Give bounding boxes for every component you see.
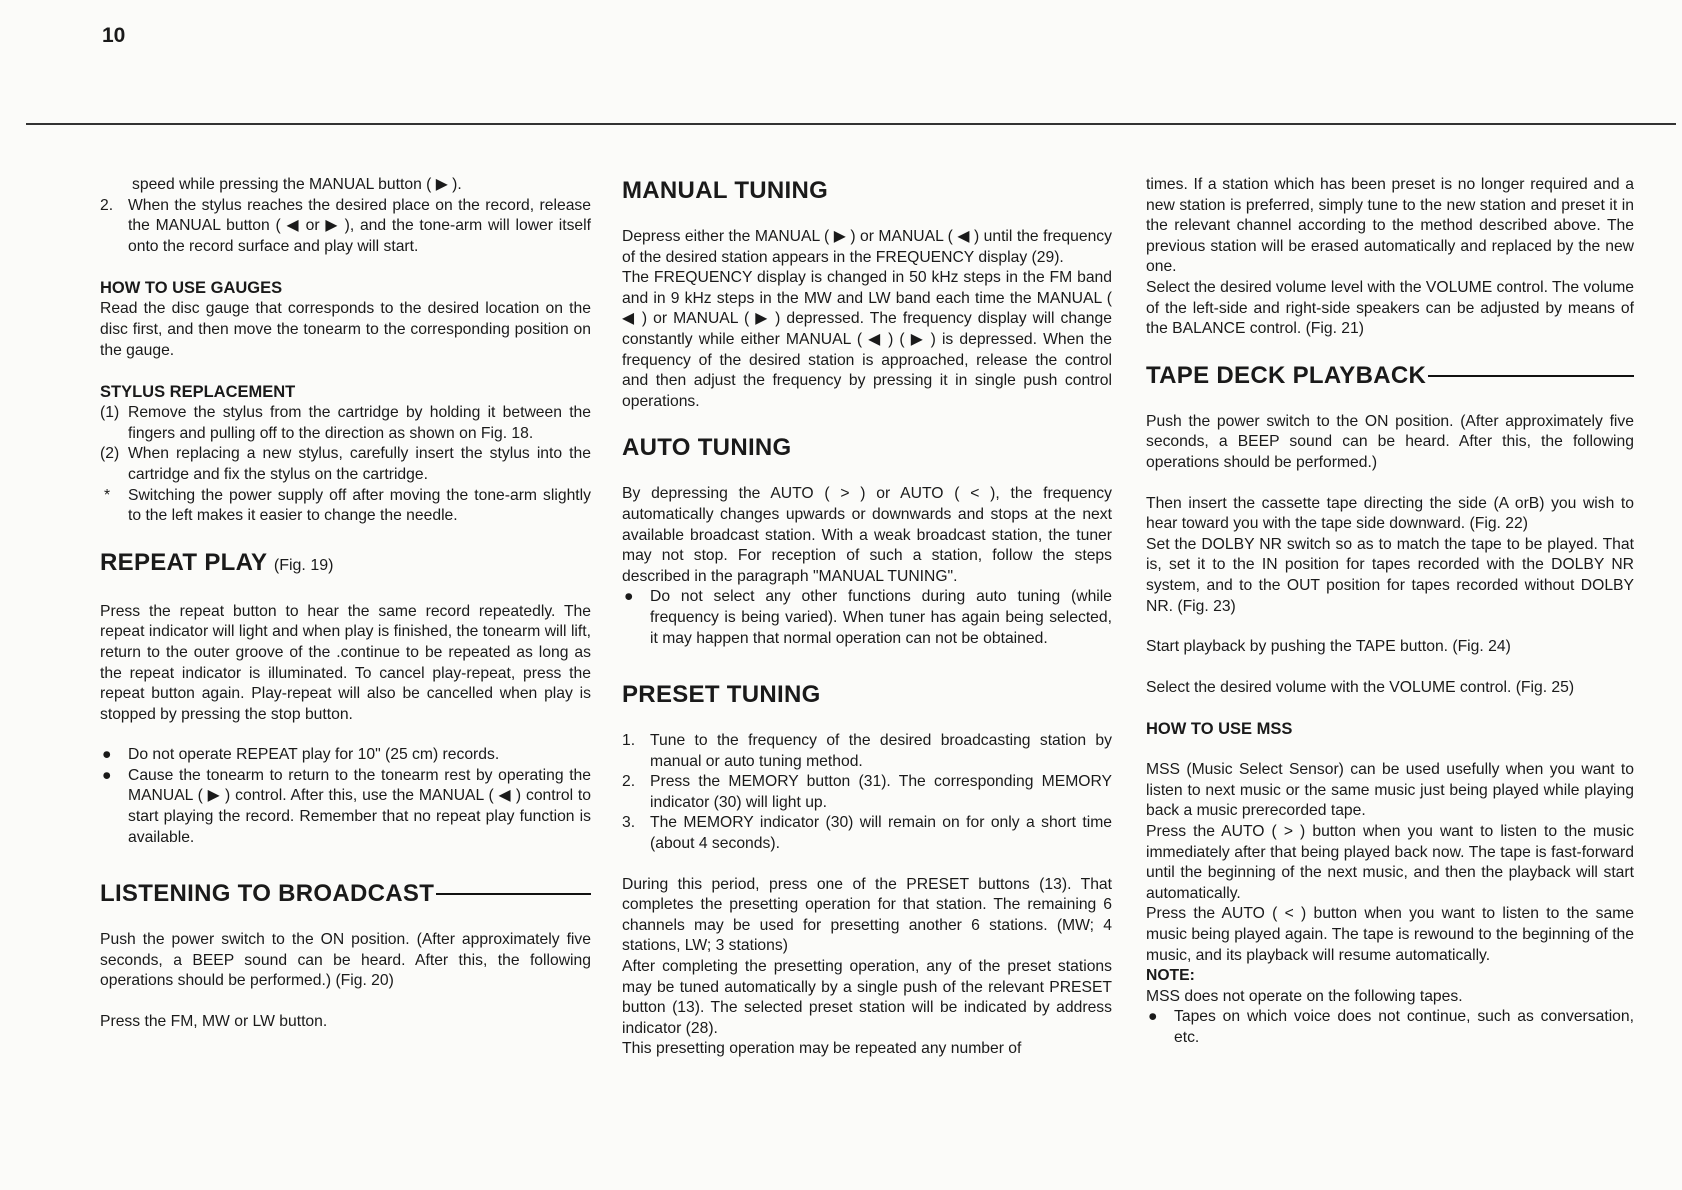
- list-marker: (2): [100, 445, 120, 463]
- list-item: [100, 486, 591, 527]
- list-marker: *: [104, 486, 111, 504]
- broadcast-title: LISTENING TO BROADCAST: [100, 880, 435, 908]
- note-bullets: [1146, 1007, 1634, 1048]
- tape-text-2: Then insert the cassette tape directing the side (A orB) you wish to hear toward you with the tape side downward. (Fig. 22): [1146, 494, 1634, 533]
- bullet-text: Do not operate REPEAT play for 10" (25 cm) records.: [128, 746, 500, 764]
- manual-tuning-heading: MANUAL TUNING: [622, 177, 829, 204]
- gauges-heading: HOW TO USE GAUGES: [100, 279, 283, 298]
- bullet-icon: ●: [1148, 1008, 1158, 1026]
- tape-deck-heading: [1146, 360, 1634, 392]
- broadcast-text: Push the power switch to the ON position. (After approximately five seconds, a BEEP sound can be heard. After this, the following operations should be performed.) (Fig. 20): [100, 931, 591, 990]
- mss-text: MSS (Music Select Sensor) can be used usefully when you want to listen to next music or the same music just being played while playing back a music prerecorded tape.: [1146, 761, 1634, 820]
- list-item: [100, 766, 591, 848]
- preset-tuning-heading: PRESET TUNING: [622, 681, 821, 709]
- list-text: When replacing a new stylus, carefully insert the stylus into the cartridge and fix the stylus on the cartridge.: [128, 445, 591, 483]
- manual-tuning-text-2: The FREQUENCY display is changed in 50 kHz steps in the FM band and in 9 kHz steps in the MW and LW band each time the MANUAL ( ◀ ) or MANUAL ( ▶ ) depressed. The frequency display will change constantly while either MANUAL ( ◀ ) ( ▶ ) is depressed. When the frequency of the desired station is approached, release the control and then adjust the frequency by pressing it in single push control operations.: [622, 269, 1112, 410]
- step-text: The MEMORY indicator (30) will remain on for only a short time (about 4 seconds).: [650, 814, 1112, 853]
- auto-tuning-heading: AUTO TUNING: [622, 434, 792, 462]
- bullet-text: Tapes on which voice does not continue, such as conversation, etc.: [1174, 1008, 1634, 1046]
- page-number: 10: [102, 24, 126, 47]
- step-number: 1.: [622, 732, 636, 750]
- list-item: [622, 731, 1112, 772]
- list-item: [622, 772, 1112, 813]
- list-item: [100, 745, 591, 766]
- step-text: When the stylus reaches the desired place on the record, release the MANUAL button ( ◀ or ▶ ), and the tone-arm will lower itself onto the record surface and play will start.: [128, 196, 591, 255]
- column-3: [1146, 175, 1634, 1049]
- auto-bullets: [622, 587, 1112, 649]
- broadcast-text-2: Press the FM, MW or LW button.: [100, 1013, 328, 1031]
- tape-deck-title: TAPE DECK PLAYBACK: [1146, 361, 1427, 389]
- tape-text: Push the power switch to the ON position. (After approximately five seconds, a BEEP sound can be heard. After this, the following operations should be performed.): [1146, 412, 1634, 471]
- repeat-play-title: REPEAT PLAY: [100, 548, 267, 576]
- repeat-bullets: [100, 745, 591, 848]
- note-text: MSS does not operate on the following tapes.: [1146, 987, 1463, 1005]
- mss-heading: HOW TO USE MSS: [1146, 720, 1293, 739]
- repeat-play-heading: [100, 547, 591, 582]
- column-2: [622, 175, 1112, 1060]
- preset-steps: [622, 731, 1112, 855]
- list-item: [100, 403, 591, 444]
- note-label: NOTE:: [1146, 967, 1195, 985]
- list-text: Remove the stylus from the cartridge by holding it between the fingers and pulling off to the direction as shown on Fig. 18.: [128, 404, 591, 442]
- preset-text-2: After completing the presetting operation, any of the preset stations may be tuned automatically by a single push of the relevant PRESET button (13). The selected preset station will be indicated by address indicator (28).: [622, 958, 1112, 1037]
- step-text: Press the MEMORY button (31). The corresponding MEMORY indicator (30) will light up.: [650, 773, 1112, 811]
- bullet-icon: ●: [102, 766, 112, 784]
- mss-text-2: Press the AUTO ( > ) button when you want to listen to the music immediately after that being played back now. The tape is fast-forward until the beginning of the next music, and then the playback will start automatically.: [1146, 823, 1634, 902]
- tape-text-4: Start playback by pushing the TAPE button. (Fig. 24): [1146, 638, 1511, 656]
- broadcast-heading: [100, 878, 591, 910]
- step-number: 2.: [100, 196, 114, 214]
- gauges-text: Read the disc gauge that corresponds to the desired location on the disc first, and then move the tonearm to the corresponding position on the gauge.: [100, 300, 591, 359]
- header-rule: [26, 123, 1676, 125]
- column-1: [100, 175, 591, 1033]
- list-item: [622, 813, 1112, 854]
- bullet-icon: ●: [624, 588, 634, 606]
- list-item: [622, 587, 1112, 649]
- manual-tuning-text: Depress either the MANUAL ( ▶ ) or MANUAL ( ◀ ) until the frequency of the desired station appears in the FREQUENCY display (29).: [622, 228, 1112, 266]
- list-item: [100, 444, 591, 485]
- bullet-icon: ●: [102, 746, 112, 764]
- bullet-text: Do not select any other functions during auto tuning (while frequency is being varied). When tuner has again being selected, it may happen that normal operation can not be obtained.: [650, 588, 1112, 647]
- volume-text: Select the desired volume level with the VOLUME control. The volume of the left-side and right-side speakers can be adjusted by means of the BALANCE control. (Fig. 21): [1146, 278, 1634, 338]
- stylus-list: [100, 403, 591, 527]
- auto-tuning-text: By depressing the AUTO ( > ) or AUTO ( < ), the frequency automatically changes upwards or downwards and stops at the next available broadcast station. With a weak broadcast station, the tuner may not stop. For reception of such a station, follow the steps described in the paragraph "MANUAL TUNING".: [622, 485, 1112, 585]
- list-text: Switching the power supply off after moving the tone-arm slightly to the left makes it easier to change the needle.: [128, 486, 591, 525]
- bullet-text: Cause the tonearm to return to the tonearm rest by operating the MANUAL ( ▶ ) control. After this, use the MANUAL ( ◀ ) control to start playing the record. Remember that no repeat play function is available.: [128, 766, 591, 846]
- figure-ref: (Fig. 19): [273, 556, 334, 574]
- preset-text-3: This presetting operation may be repeated any number of: [622, 1040, 1022, 1058]
- list-item: [1146, 1007, 1634, 1048]
- list-marker: (1): [100, 404, 120, 422]
- tape-text-3: Set the DOLBY NR switch so as to match the tape to be played. That is, set it to the IN position for tapes recorded with the DOLBY NR system, and to the OUT position for tapes recorded without DOLBY NR. (Fig. 23): [1146, 535, 1634, 615]
- stylus-heading: STYLUS REPLACEMENT: [100, 383, 296, 402]
- list-item: [100, 196, 591, 258]
- tape-text-5: Select the desired volume with the VOLUME control. (Fig. 25): [1146, 678, 1575, 696]
- mss-text-3: Press the AUTO ( < ) button when you want to listen to the same music being played again. The tape is rewound to the beginning of the music, and its playback will resume automatically.: [1146, 905, 1634, 964]
- record-steps: [100, 196, 591, 258]
- repeat-play-text: Press the repeat button to hear the same record repeatedly. The repeat indicator will light and when play is finished, the tonearm will lift, return to the outer groove of the .continue to be repeated as long as the repeat indicator is illuminated. To cancel play-repeat, press the repeat button again. Play-repeat will also be cancelled when play is stopped by pressing the stop button.: [100, 602, 591, 723]
- step-text: Tune to the frequency of the desired broadcasting station by manual or auto tuning method.: [650, 732, 1112, 770]
- preset-continued-text: times. If a station which has been preset is no longer required and a new station is preferred, simply tune to the new station and preset it in the relevant channel according to the method described above. The previous station will be erased automatically and replaced by the new one.: [1146, 176, 1634, 276]
- step-number: 2.: [622, 773, 636, 791]
- preset-text: During this period, press one of the PRESET buttons (13). That completes the presetting operation for that station. The remaining 6 channels may be used for presetting another 6 stations. (MW; 4 stations, LW; 3 stations): [622, 875, 1112, 955]
- intro-text: speed while pressing the MANUAL button ( ▶ ).: [132, 176, 462, 193]
- step-number: 3.: [622, 814, 636, 832]
